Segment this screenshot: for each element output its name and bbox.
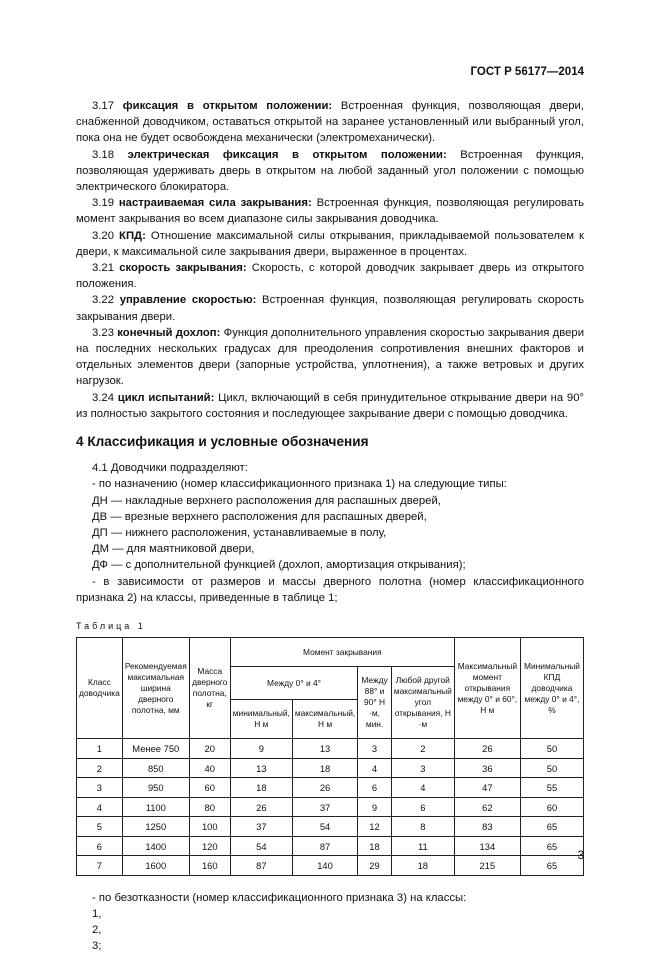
table-cell: 1100 <box>122 797 189 817</box>
class-item: 2, <box>92 924 102 937</box>
definition-term: управление скоростью: <box>119 294 257 307</box>
table-row <box>77 817 584 837</box>
paragraph: - по безотказности (номер классификационного признака 3) на классы: <box>92 891 467 904</box>
section-title: 4 Классификация и условные обозначения <box>76 434 369 450</box>
definition-term: скорость закрывания: <box>119 262 247 275</box>
table-caption: Таблица 1 <box>76 621 146 632</box>
col-eff: Минимальный КПД доводчика между 0° и 4°, % <box>520 638 583 739</box>
table-cell: 6 <box>77 836 123 856</box>
table-cell: 2 <box>77 758 123 778</box>
table-cell: 29 <box>358 856 392 876</box>
definition-3-18 <box>76 147 584 196</box>
table-cell: 1400 <box>122 836 189 856</box>
table-cell: 65 <box>520 817 583 837</box>
col-min: минимальный, Н м <box>230 700 292 739</box>
definition-3-20 <box>76 228 584 260</box>
table-cell: 65 <box>520 856 583 876</box>
type-item: ДФ — с дополнительной функцией (дохлоп, амортизация открывания); <box>92 559 466 572</box>
col-class: Класс доводчика <box>77 638 123 739</box>
table-row <box>77 739 584 759</box>
table-cell: 1250 <box>122 817 189 837</box>
definition-3-23 <box>76 325 584 390</box>
definition-number: 3.20 <box>92 229 114 242</box>
document-header: ГОСТ Р 56177—2014 <box>470 66 584 78</box>
table-cell: 26 <box>230 797 292 817</box>
table-cell: 950 <box>122 778 189 798</box>
paragraph: - в зависимости от размеров и массы дверного полотна (номер классификационного признака 2) на классы, приведенные в таблице 1; <box>76 575 584 604</box>
table-cell: 13 <box>230 758 292 778</box>
table-cell: 26 <box>454 739 520 759</box>
type-item: ДМ — для маятниковой двери, <box>92 543 255 556</box>
definition-term: КПД: <box>119 229 146 242</box>
definition-text: Встроенная функция, позволяющая регулировать скорость закрывания двери. <box>76 294 584 323</box>
col-moment: Момент закрывания <box>230 638 454 667</box>
col-max: максимальный, Н м <box>292 700 357 739</box>
definition-3-19 <box>76 195 584 227</box>
class-item: 1, <box>92 908 102 920</box>
table-cell: 18 <box>391 856 454 876</box>
definition-text: Функция дополнительного управления скоростью закрывания двери на последних нескольких градусах для преодоления сопротивления внешних факторов и отдельных элементов двери (запорные устройства, уплотнения), а также ветровых и других нагрузок. <box>76 326 584 388</box>
table-cell: 26 <box>292 778 357 798</box>
table-cell: 100 <box>189 817 230 837</box>
definition-number: 3.18 <box>92 148 114 161</box>
table-cell: 1600 <box>122 856 189 876</box>
table-cell: 18 <box>358 836 392 856</box>
table-cell: 11 <box>391 836 454 856</box>
definition-text: Цикл, включающий в себя принудительное открывание двери на 90° из полностью закрытого состояния и последующее закрывание двери с помощью доводчика. <box>76 391 584 420</box>
table-cell: 6 <box>391 797 454 817</box>
table-row <box>77 856 584 876</box>
class-item: 3; <box>92 940 102 953</box>
definition-number: 3.22 <box>92 294 114 307</box>
definition-3-24 <box>76 390 584 422</box>
table-row <box>77 778 584 798</box>
table-cell: 6 <box>358 778 392 798</box>
definition-number: 3.21 <box>92 262 114 275</box>
col-mass: Масса дверного полотна, кг <box>189 638 230 739</box>
table-cell: 134 <box>454 836 520 856</box>
table-cell: 3 <box>391 758 454 778</box>
definition-3-21 <box>76 260 584 292</box>
table-cell: 7 <box>77 856 123 876</box>
page-content <box>76 98 584 955</box>
table-cell: 50 <box>520 758 583 778</box>
table-cell: 40 <box>189 758 230 778</box>
col-width: Рекомендуемая максимальная ширина дверного полотна, мм <box>122 638 189 739</box>
definition-term: электрическая фиксация в открытом положении: <box>127 148 447 161</box>
definition-text: Встроенная функция, позволяющая регулировать момент закрывания во всем диапазоне силы закрывания доводчика. <box>76 197 585 226</box>
definition-number: 3.23 <box>92 326 114 339</box>
table-row <box>77 836 584 856</box>
table-cell: 8 <box>391 817 454 837</box>
table-cell: Менее 750 <box>122 739 189 759</box>
definition-number: 3.17 <box>92 100 114 112</box>
table-cell: 140 <box>292 856 357 876</box>
classification-table <box>76 637 584 876</box>
table-cell: 13 <box>292 739 357 759</box>
table-cell: 9 <box>358 797 392 817</box>
table-cell: 37 <box>230 817 292 837</box>
definition-number: 3.19 <box>92 197 114 210</box>
table-cell: 160 <box>189 856 230 876</box>
type-item: ДВ — врезные верхнего расположения для распашных дверей, <box>92 510 427 523</box>
table-cell: 3 <box>77 778 123 798</box>
table-cell: 65 <box>520 836 583 856</box>
table-cell: 9 <box>230 739 292 759</box>
table-body <box>77 739 584 876</box>
paragraph: 4.1 Доводчики подразделяют: <box>92 462 248 475</box>
table-cell: 4 <box>358 758 392 778</box>
table-cell: 18 <box>292 758 357 778</box>
definition-term: цикл испытаний: <box>117 391 215 404</box>
table-cell: 55 <box>520 778 583 798</box>
col-any: Любой другой максимальный угол открывания, Н ·м <box>391 667 454 739</box>
table-cell: 60 <box>189 778 230 798</box>
table-cell: 47 <box>454 778 520 798</box>
paragraph: - по назначению (номер классификационного признака 1) на следующие типы: <box>92 478 507 491</box>
table-cell: 18 <box>230 778 292 798</box>
definition-text: Скорость, с которой доводчик закрывает дверь из открытого положения. <box>76 262 584 291</box>
col-range: Между 0° и 4° <box>230 667 357 700</box>
table-cell: 850 <box>122 758 189 778</box>
definition-text: Встроенная функция, позволяющая двери, снабженной доводчиком, оставаться открытой на заранее установленный или выбранный угол, пока она не будет освобождена механически (электромеханически). <box>76 100 584 145</box>
table-cell: 60 <box>520 797 583 817</box>
table-cell: 54 <box>292 817 357 837</box>
definition-text: Отношение максимальной силы открывания, прикладываемой пользователем к двери, к максимальной силе закрывания двери, выраженное в процентах. <box>76 229 584 258</box>
table-cell: 87 <box>230 856 292 876</box>
table-cell: 2 <box>391 739 454 759</box>
table-cell: 62 <box>454 797 520 817</box>
table-cell: 3 <box>358 739 392 759</box>
table-cell: 50 <box>520 739 583 759</box>
col-maxopen: Максимальный момент открывания между 0° и 60°, Н м <box>454 638 520 739</box>
table-cell: 87 <box>292 836 357 856</box>
table-row <box>77 797 584 817</box>
table-cell: 37 <box>292 797 357 817</box>
definition-term: конечный дохлоп: <box>117 326 221 339</box>
definition-term: настраиваемая сила закрывания: <box>118 197 312 210</box>
table-cell: 36 <box>454 758 520 778</box>
table-cell: 54 <box>230 836 292 856</box>
type-item: ДП — нижнего расположения, устанавливаемые в полу, <box>92 527 387 540</box>
table-cell: 4 <box>77 797 123 817</box>
table-cell: 120 <box>189 836 230 856</box>
definition-3-22 <box>76 292 584 324</box>
definition-term: фиксация в открытом положении: <box>122 100 333 112</box>
table-cell: 215 <box>454 856 520 876</box>
type-item: ДН — накладные верхнего расположения для распашных дверей, <box>92 494 441 507</box>
col-between: Между 88° и 90° Н ·м, мин. <box>358 667 392 739</box>
table-cell: 1 <box>77 739 123 759</box>
table-cell: 83 <box>454 817 520 837</box>
table-cell: 20 <box>189 739 230 759</box>
table-cell: 5 <box>77 817 123 837</box>
definition-3-17 <box>76 98 584 147</box>
table-row <box>77 758 584 778</box>
definitions-list <box>76 98 584 422</box>
table-cell: 12 <box>358 817 392 837</box>
definition-text: Встроенная функция, позволяющая удерживать дверь в открытом на любой заданный угол положении с помощью электрического блокиратора. <box>76 148 584 194</box>
table-cell: 80 <box>189 797 230 817</box>
page-number: 3 <box>577 850 584 862</box>
definition-number: 3.24 <box>92 391 114 404</box>
table-cell: 4 <box>391 778 454 798</box>
